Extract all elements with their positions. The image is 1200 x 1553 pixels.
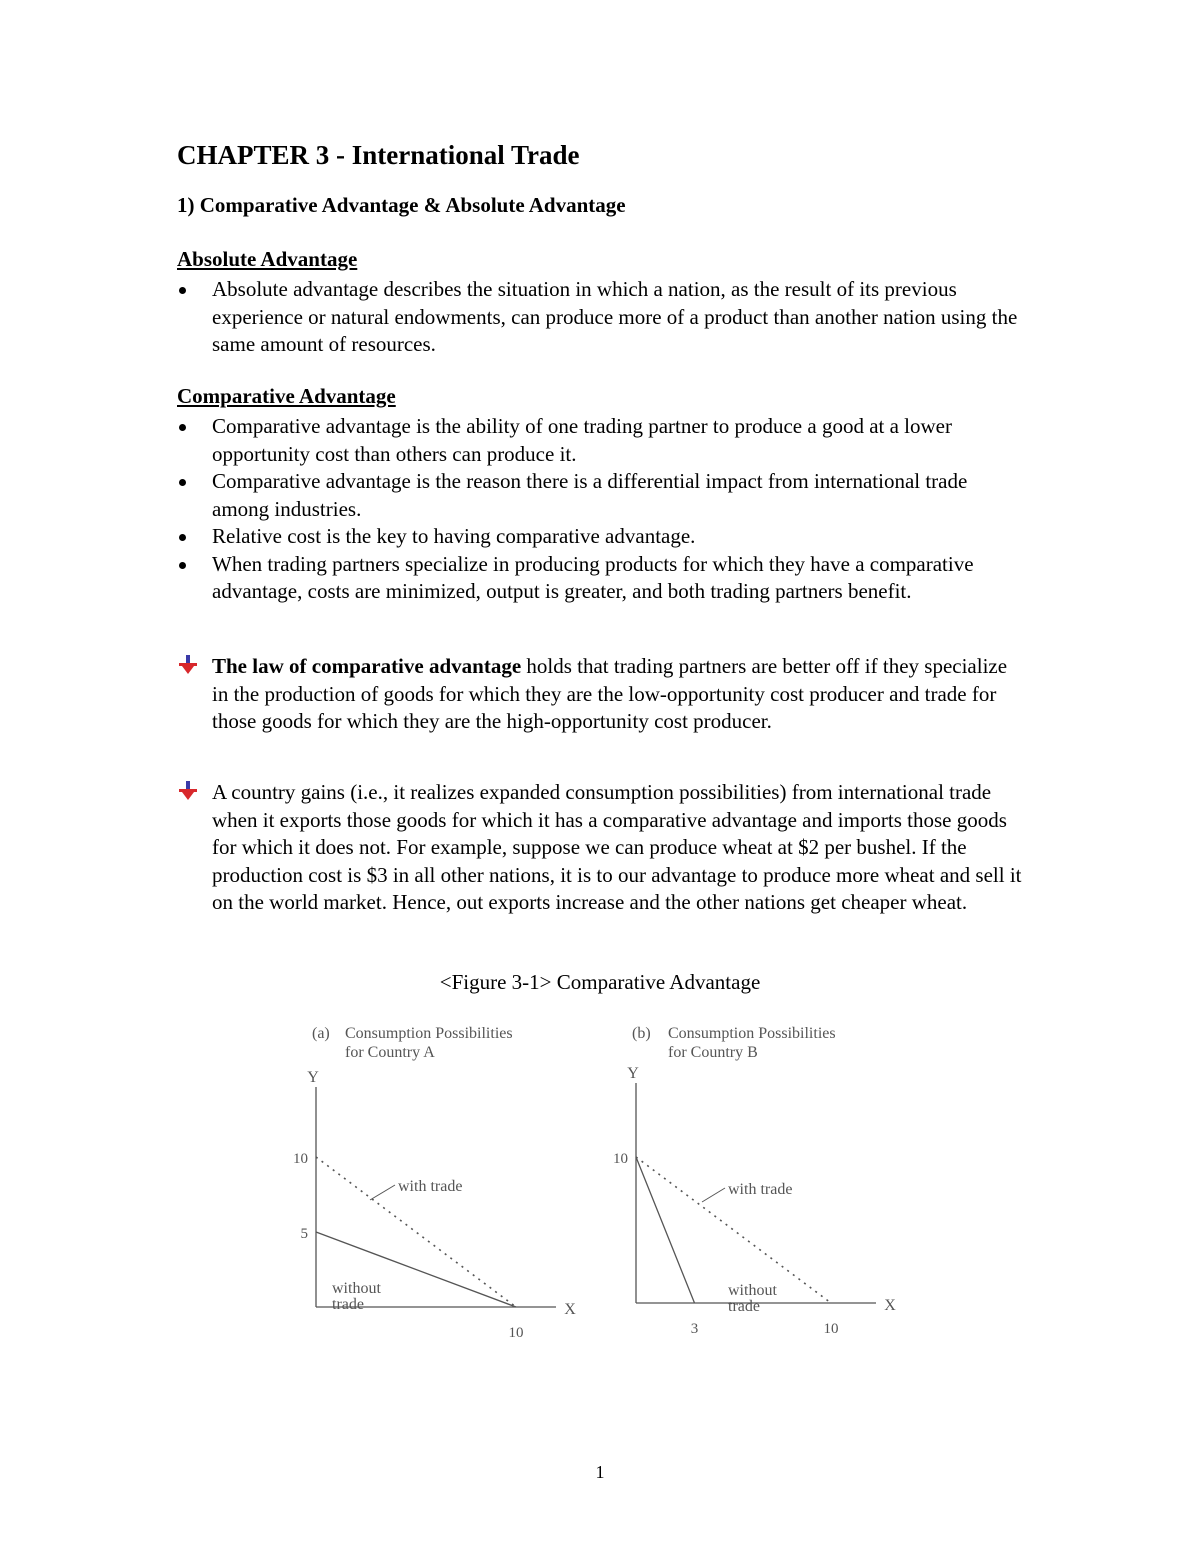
x-tick-label: 10 (823, 1321, 839, 1337)
law-of-comparative-advantage-paragraph (177, 653, 1027, 736)
with-trade-label: with trade (398, 1178, 463, 1195)
absolute-advantage-heading: Absolute Advantage (177, 247, 358, 271)
x-tick-label: 10 (508, 1325, 524, 1341)
y-tick-label: 5 (300, 1226, 308, 1242)
bullet-text: Absolute advantage describes the situation in which a nation, as the result of its previous experience or natural endowments, can produce more of a product than another nation using the same amount of resources. (212, 277, 1018, 356)
with-trade-label: with trade (728, 1181, 793, 1198)
without-trade-label-line1: without (728, 1282, 777, 1299)
x-axis-label: X (884, 1297, 896, 1314)
comparative-advantage-figure (270, 1010, 930, 1350)
panel-title: Consumption Possibilities (345, 1025, 513, 1042)
list-item (177, 413, 1027, 468)
law-rest-text: holds that trading partners are better off if they specialize in the production of goods for which they are the low-opportunity cost producer and trade for those goods for which they are the high-opportunity cost producer. (212, 654, 1008, 733)
panel-label: (a) (312, 1025, 330, 1042)
gains-text: A country gains (i.e., it realizes expanded consumption possibilities) from international trade when it exports those goods for which it has a comparative advantage and imports those goods for which it does not. For example, suppose we can produce wheat at $2 per bushel. If the production cost is $3 in all other nations, it is to our advantage to produce more wheat and sell it on the world market. Hence, out exports increase and the other nations get cheaper wheat. (212, 780, 1022, 914)
chapter-title: CHAPTER 3 - International Trade (177, 140, 580, 170)
without-trade-label-line2: trade (728, 1298, 760, 1315)
list-item (177, 468, 1027, 523)
bullet-icon (179, 534, 186, 541)
comparative-advantage-heading: Comparative Advantage (177, 384, 396, 408)
without-trade-label-line1: without (332, 1280, 381, 1297)
panel-subtitle: for Country B (668, 1044, 758, 1061)
absolute-advantage-list (177, 276, 1027, 359)
without-trade-label-line2: trade (332, 1296, 364, 1313)
figure-caption: <Figure 3-1> Comparative Advantage (439, 970, 761, 994)
bullet-text: Relative cost is the key to having comparative advantage. (212, 524, 696, 548)
panel-title: Consumption Possibilities (668, 1025, 836, 1042)
y-axis-label: Y (627, 1065, 639, 1082)
bullet-text: Comparative advantage is the ability of one trading partner to produce a good at a lower opportunity cost than others can produce it. (212, 414, 952, 466)
law-bold-text: The law of comparative advantage (212, 654, 522, 678)
bullet-icon (179, 479, 186, 486)
arrow-down-bullet-icon (177, 654, 199, 676)
bullet-icon (179, 424, 186, 431)
y-tick-label: 10 (613, 1151, 628, 1167)
x-axis-label: X (564, 1301, 576, 1318)
bullet-text: Comparative advantage is the reason there is a differential impact from international trade among industries. (212, 469, 968, 521)
y-axis-label: Y (307, 1069, 319, 1086)
bullet-icon (179, 562, 186, 569)
y-tick-label: 10 (293, 1151, 308, 1167)
comparative-advantage-list (177, 413, 1027, 606)
with-trade-pointer (370, 1185, 395, 1200)
gains-from-trade-paragraph (177, 779, 1027, 917)
page-number: 1 (595, 1462, 605, 1482)
x-tick-label: 3 (690, 1321, 699, 1337)
list-item (177, 551, 1027, 606)
bullet-text: When trading partners specialize in producing products for which they have a comparative advantage, costs are minimized, output is greater, and both trading partners benefit. (212, 551, 974, 603)
panel-label: (b) (632, 1025, 651, 1042)
list-item (177, 276, 1027, 359)
section-title: 1) Comparative Advantage & Absolute Advantage (177, 193, 626, 217)
arrow-down-bullet-icon (177, 780, 199, 802)
list-item (177, 523, 1027, 551)
panel-subtitle: for Country A (345, 1044, 435, 1061)
bullet-icon (179, 287, 186, 294)
with-trade-pointer (702, 1188, 725, 1202)
